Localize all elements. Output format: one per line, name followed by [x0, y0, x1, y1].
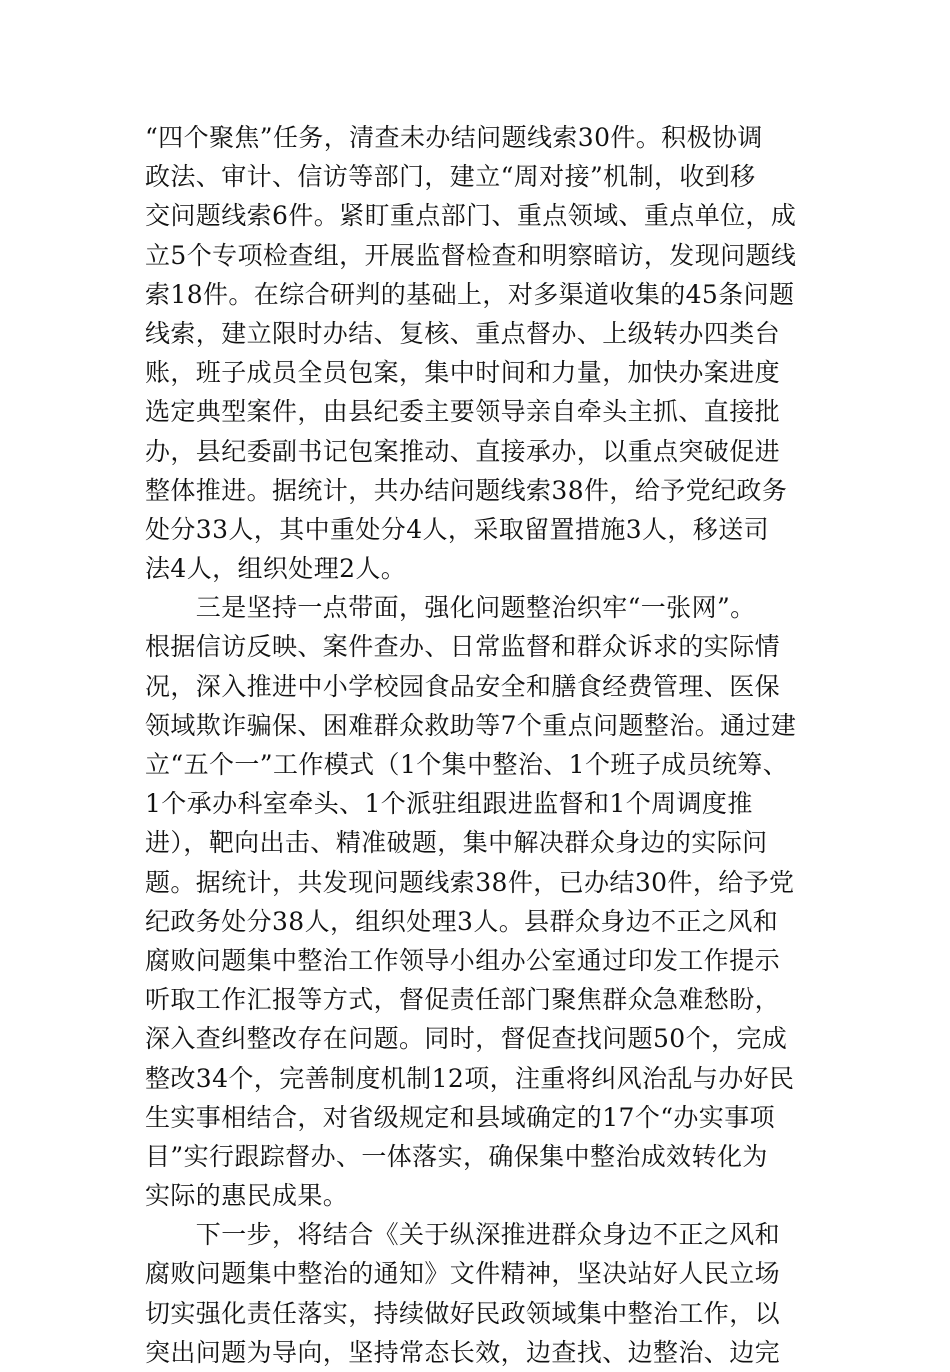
- text-line: 题。据统计，共发现问题线索38件，已办结30件，给予党: [145, 867, 795, 897]
- text-line: 交问题线索6件。紧盯重点部门、重点领域、重点单位，成: [145, 201, 797, 231]
- text-line: 办，县纪委副书记包案推动、直接承办，以重点突破促进: [145, 436, 781, 466]
- text-line: 整改34个，完善制度机制12项，注重将纠风治乱与办好民: [145, 1063, 795, 1093]
- text-line: 处分33人，其中重处分4人，采取留置措施3人，移送司: [145, 514, 770, 544]
- text-line: 立“五个一”工作模式（1个集中整治、1个班子成员统筹、: [145, 750, 789, 779]
- text-line: 况，深入推进中小学校园食品安全和膳食经费管理、医保: [145, 671, 781, 701]
- text-line: 立5个专项检查组，开展监督检查和明察暗访，发现问题线: [145, 240, 797, 270]
- text-line: 突出问题为导向，坚持常态长效，边查找、边整治、边完: [145, 1337, 781, 1367]
- text-line: 生实事相结合，对省级规定和县域确定的17个“办实事项: [145, 1102, 775, 1132]
- document-body: [145, 118, 805, 1372]
- text-line: 目”实行跟踪督办、一体落实，确保集中整治成效转化为: [145, 1141, 768, 1171]
- text-line: 纪政务处分38人，组织处理3人。县群众身边不正之风和: [145, 906, 779, 936]
- text-line: 深入查纠整改存在问题。同时，督促查找问题50个，完成: [145, 1024, 788, 1054]
- text-line: 政法、审计、信访等部门，建立“周对接”机制，收到移: [145, 162, 756, 192]
- text-line: 腐败问题集中整治的通知》文件精神，坚决站好人民立场: [145, 1259, 781, 1289]
- text-line: 领域欺诈骗保、困难群众救助等7个重点问题整治。通过建: [145, 710, 797, 740]
- text-line: 下一步，将结合《关于纵深推进群众身边不正之风和: [145, 1220, 781, 1250]
- text-line: 选定典型案件，由县纪委主要领导亲自牵头主抓、直接批: [145, 397, 781, 427]
- paragraph: [145, 588, 805, 1215]
- text-line: 法4人，组织处理2人。: [145, 554, 407, 584]
- text-line: 实际的惠民成果。: [145, 1181, 349, 1211]
- text-line: 切实强化责任落实，持续做好民政领域集中整治工作，以: [145, 1298, 781, 1328]
- text-line: 1个承办科室牵头、1个派驻组跟进监督和1个周调度推: [145, 789, 753, 819]
- text-line: 根据信访反映、案件查办、日常监督和群众诉求的实际情: [145, 632, 781, 662]
- paragraph: [145, 118, 805, 588]
- text-line: “四个聚焦”任务，清查未办结问题线索30件。积极协调: [145, 123, 763, 152]
- text-line: 腐败问题集中整治工作领导小组办公室通过印发工作提示: [145, 945, 781, 975]
- text-line: 进），靶向出击、精准破题，集中解决群众身边的实际问: [145, 828, 768, 858]
- text-line: 账，班子成员全员包案，集中时间和力量，加快办案进度: [145, 358, 781, 388]
- text-line: 整体推进。据统计，共办结问题线索38件，给予党纪政务: [145, 475, 788, 505]
- text-line: 索18件。在综合研判的基础上，对多渠道收集的45条问题: [145, 279, 795, 309]
- paragraph: [145, 1215, 805, 1372]
- text-line: 听取工作汇报等方式，督促责任部门聚焦群众急难愁盼，: [145, 985, 781, 1015]
- text-line: 线索，建立限时办结、复核、重点督办、上级转办四类台: [145, 318, 781, 348]
- text-line: 三是坚持一点带面，强化问题整治织牢“一张网”。: [145, 593, 756, 623]
